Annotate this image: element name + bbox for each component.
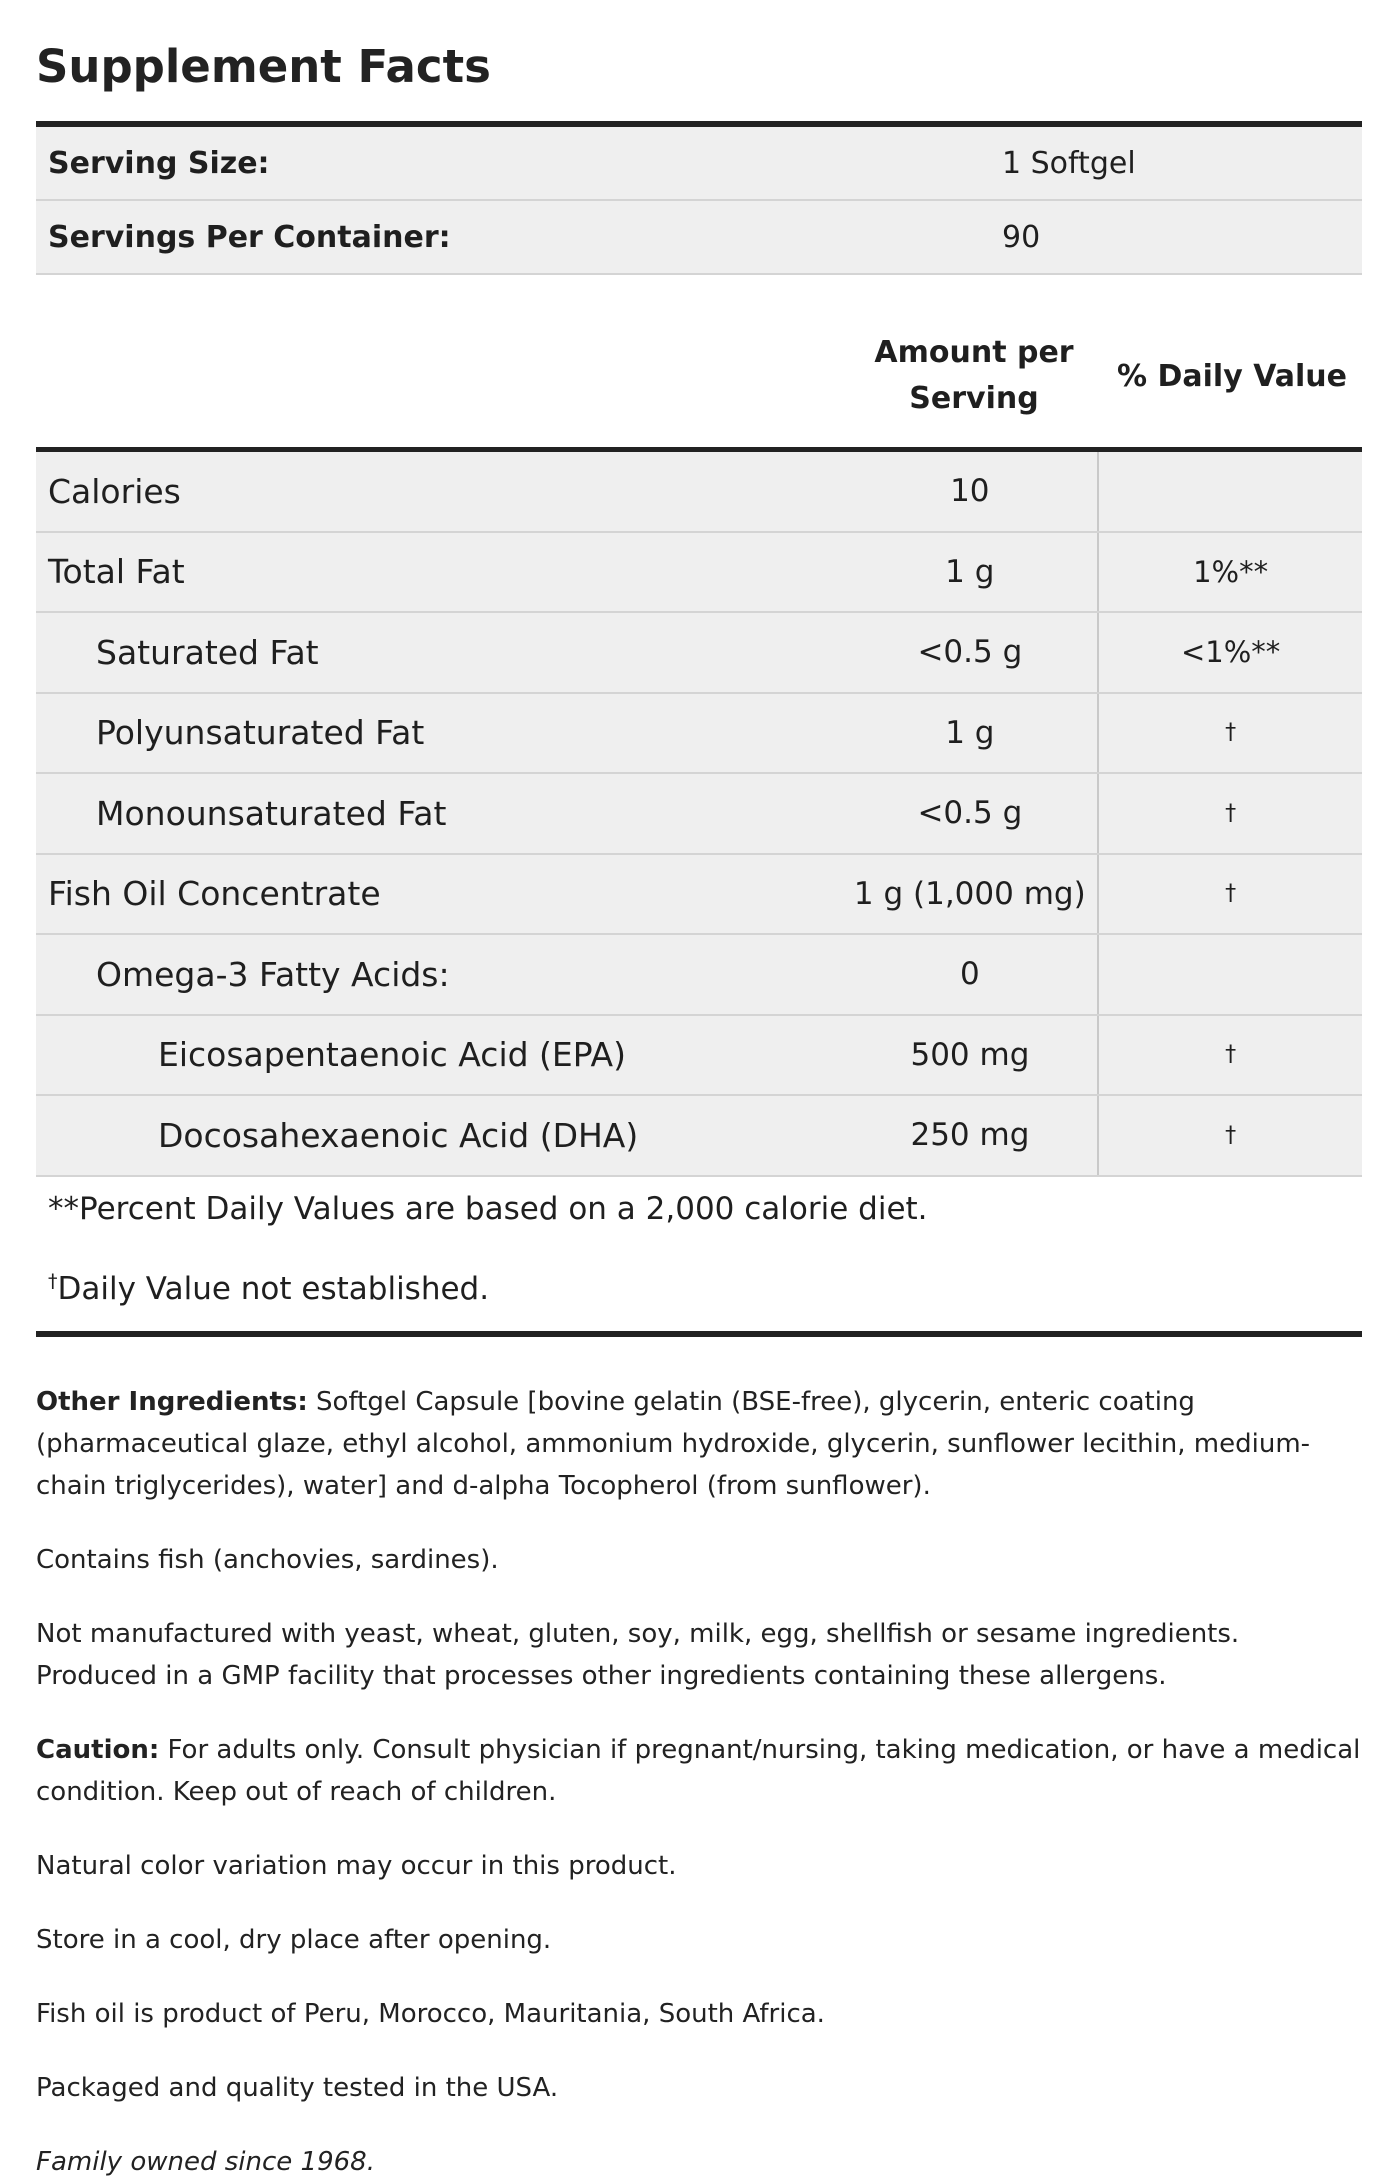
nutrient-daily-value: † [1097,1016,1362,1095]
page-title: Supplement Facts [36,40,491,93]
nutrient-amount: 0 [959,956,980,993]
other-ingredients-text: Softgel Capsule [bovine gelatin (BSE-free), glycerin, enteric coating (pharmaceutical glaze, ethyl alcohol, ammonium hydroxide, glycerin, sunflower lecithin, medium-chain triglycerides), water] and d-alpha Tocopherol (from sunflower). [36,1386,1311,1501]
nutrient-daily-value [1097,935,1362,1014]
nutrient-name: Omega-3 Fatty Acids: [96,954,450,994]
packaged-note: Packaged and quality tested in the USA. [36,2072,559,2103]
nutrient-daily-value: † [1097,1096,1362,1175]
dagger-mark: † [48,1269,58,1292]
other-ingredients [36,1381,1362,1507]
nutrient-daily-value: † [1097,774,1362,853]
nutrient-name: Polyunsaturated Fat [96,713,425,753]
nutrient-daily-value: † [1097,855,1362,934]
servings-per-container-label: Servings Per Container: [48,219,451,255]
table-row [36,533,1362,614]
nutrient-name: Calories [48,471,181,511]
nutrient-amount: 1 g (1,000 mg) [853,875,1086,912]
storage-note: Store in a cool, dry place after opening. [36,1924,552,1955]
nutrient-amount: 10 [950,473,990,510]
footnotes [36,1177,1362,1307]
allergen-note: Not manufactured with yeast, wheat, gluten, soy, milk, egg, shellfish or sesame ingredients. Produced in a GMP facility that processes other ingredients containing these allergens. [36,1618,1240,1691]
table-row [36,1016,1362,1097]
nutrient-daily-value [1097,452,1362,531]
other-ingredients-label: Other Ingredients: [36,1386,308,1417]
serving-size-row [36,127,1362,201]
serving-info [36,121,1362,275]
nutrient-name: Fish Oil Concentrate [48,874,381,914]
caution-note [36,1729,1362,1813]
table-row [36,452,1362,533]
table-row [36,855,1362,936]
nutrient-name: Saturated Fat [96,632,319,672]
caution-text: For adults only. Consult physician if pregnant/nursing, taking medication, or have a medical condition. Keep out of reach of children. [36,1734,1361,1807]
dagger-footnote [48,1263,1350,1307]
serving-size-value: 1 Softgel [1002,145,1136,181]
nutrient-name: Docosahexaenoic Acid (DHA) [158,1115,639,1155]
nutrient-amount: 500 mg [910,1036,1030,1073]
table-row [36,1096,1362,1177]
product-notes [36,1337,1362,2183]
nutrient-daily-value: 1%** [1097,533,1362,612]
nutrient-name: Eicosapentaenoic Acid (EPA) [158,1035,627,1075]
nutrient-name: Monounsaturated Fat [96,793,447,833]
family-note [36,2141,1362,2183]
nutrient-amount: <0.5 g [917,795,1023,832]
nutrient-name: Total Fat [48,552,185,592]
servings-per-container-row [36,201,1362,275]
amount-column-header: Amount per Serving [874,335,1074,416]
daily-value-column-header: % Daily Value [1116,358,1348,394]
nutrient-amount: 1 g [945,714,995,751]
contains-note: Contains fish (anchovies, sardines). [36,1544,499,1575]
facts-table [36,447,1362,1177]
percent-daily-footnote: **Percent Daily Values are based on a 2,000 calorie diet. [48,1190,928,1227]
color-variation-note: Natural color variation may occur in this product. [36,1850,677,1881]
nutrient-daily-value: † [1097,694,1362,773]
table-row [36,613,1362,694]
dagger-footnote-text: Daily Value not established. [57,1270,490,1307]
nutrient-amount: 1 g [945,553,995,590]
nutrient-amount: <0.5 g [917,634,1023,671]
table-row [36,694,1362,775]
caution-label: Caution: [36,1734,160,1765]
table-row [36,774,1362,855]
origin-note: Fish oil is product of Peru, Morocco, Mauritania, South Africa. [36,1998,825,2029]
family-note-text: Family owned since 1968. [36,2146,375,2177]
serving-size-label: Serving Size: [48,145,270,181]
table-row [36,935,1362,1016]
nutrient-daily-value: <1%** [1097,613,1362,692]
facts-table-header [36,275,1362,447]
nutrient-amount: 250 mg [910,1117,1030,1154]
servings-per-container-value: 90 [1002,219,1041,255]
